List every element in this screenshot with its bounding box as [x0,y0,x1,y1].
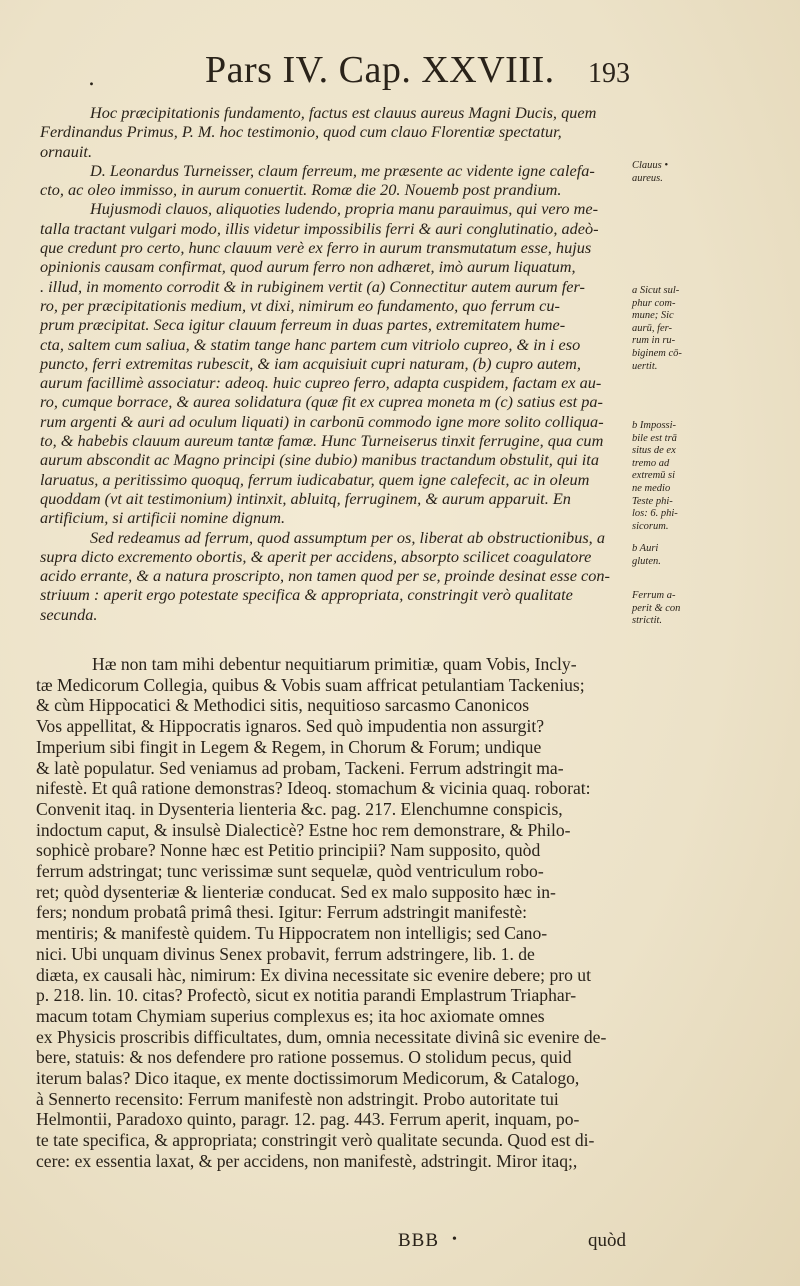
text-line: rum argenti & auri ad oculum liquati) in carbonū commodo igne more solito colliqua- [40,411,604,431]
text-line: Helmontii, Paradoxo quinto, paragr. 12. pag. 443. Ferrum aperit, inquam, po- [36,1109,580,1130]
margin-note-line: strictit. [632,615,663,627]
italic-paragraph [40,528,625,624]
text-line: ret; quòd dysenteriæ & lienteriæ conducat. Sed ex malo supposito hæc in- [36,881,556,902]
text-line: talla tractant vulgari modo, illis videtur impossibilis ferri & auri conglutinatio, adeò- [40,218,599,238]
text-line: Hujusmodi clauos, aliquoties ludendo, propria manu parauimus, qui vero me- [90,199,599,219]
page-footer [0,1230,800,1260]
margin-note-line: situs de ex [632,445,676,457]
text-line: Hoc præcipitationis fundamento, factus est clauus aureus Magni Ducis, quem [90,103,597,122]
text-line: macum totam Chymiam superius complexus es; ita hoc axiomate omnes [36,1005,545,1026]
margin-note-line: tremo ad [632,457,670,469]
margin-note-line: extremū si [632,470,676,482]
page-number: 193 [588,58,630,89]
margin-note-line: phur com- [632,297,676,309]
running-header [0,48,800,98]
text-line: artificium, si artificii nomine dignum. [40,508,286,528]
text-line: ro, cumque borrace, & aurea solidatura (quæ fit ex cuprea moneta m (c) satius est pa- [40,392,603,412]
text-line: prum præcipitat. Seca igitur clauum ferreum in duas partes, extremitatem hume- [40,315,566,335]
text-line: aurum facillimè associatur: adeoq. huic cupreo ferro, adapta cuspidem, factam ex au- [40,373,602,393]
text-line: Convenit itaq. in Dysenteria lienteria &c. pag. 217. Elenchumne conspicis, [36,798,563,819]
text-line: bere, statuis: & nos defendere pro ratione possemus. O stolidum pecus, quid [36,1047,572,1068]
margin-note-line: gluten. [632,555,661,567]
margin-note [632,590,722,628]
margin-note-line: a Sicut sul- [632,285,680,296]
text-line: p. 218. lin. 10. citas? Profectò, sicut ex notitia parandi Emplastrum Triaphar- [36,985,577,1006]
text-line: ro, per præcipitationis medium, vt dixi, nimirum eo fundamento, quo ferrum cu- [40,295,560,315]
footer-bullet: • [452,1232,457,1247]
text-line: fers; nondum probatâ primâ thesi. Igitur: Ferrum adstringit manifestè: [36,902,528,923]
text-line: Ferdinandus Primus, P. M. hoc testimonio, quod cum clauo Florentiæ spectatur, [40,122,562,142]
header-dot: . [88,66,95,91]
text-line: & cùm Hippocatici & Methodici sitis, nequitioso sarcasmo Canonicos [36,695,530,716]
text-line: supra dicto excremento obortis, & aperit per accidens, absorpto scilicet coagulatore [40,546,592,566]
text-line: indoctum caput, & insulsè Dialecticè? Estne hoc rem demonstrare, & Philo- [36,819,571,840]
margin-note-line: aurū, fer- [632,322,673,334]
margin-note-line: mune; Sic [632,310,674,322]
text-line: diæta, ex causali hàc, nimirum: Ex divina necessitate sic evenire debere; pro ut [36,964,591,985]
margin-note-line: Ferrum a- [632,590,676,601]
margin-note-line: perit & con [632,602,681,614]
margin-note [632,543,722,568]
text-line: mentiris; & manifestè quidem. Tu Hippocratem non intelligis; sed Cano- [36,923,548,944]
text-line: ferrum adstringat; tunc verissimæ sunt sequelæ, quòd ventriculum robo- [36,861,544,882]
text-line: que credunt pro certo, hunc clauum verè ex ferro in aurum transmutatum esse, hujus [40,238,592,258]
margin-note [632,420,722,533]
signature-mark: BBB [398,1230,440,1251]
text-line: & latè populatur. Sed veniamus ad probam, Tackeni. Ferrum adstringit ma- [36,757,564,778]
text-line: Imperium sibi fingit in Legem & Regem, in Chorum & Forum; undique [36,736,542,757]
text-line: te tate specifica, & appropriata; constringit verò qualitate secunda. Quod est di- [36,1130,595,1151]
margin-note [632,160,722,185]
italic-paragraph [40,161,625,200]
margin-note-line: sicorum. [632,520,669,532]
text-line: iterum balas? Dico itaque, ex mente doctissimorum Medicorum, & Catalogo, [36,1068,580,1089]
text-line: quoddam (vt ait testimonium) intinxit, abluitq, ferruginem, & aurum apparuit. En [40,488,571,508]
text-line: aurum abscondit ac Magno principi (sine dubio) manibus tractandum obstulit, qui ita [40,450,599,470]
italic-paragraph [40,199,625,527]
margin-note-line: ne medio [632,482,671,494]
main-text-block [36,654,626,1172]
margin-note-line: uertit. [632,360,658,372]
text-line: nici. Ubi unquam divinus Senex probavit, ferrum adstringere, lib. 1. de [36,943,535,964]
text-line: à Sennerto recensito: Ferrum manifestè non adstringit. Probo autoritate tui [36,1088,559,1109]
margin-note-line: aureus. [632,172,663,184]
margin-note-line: Teste phi- [632,495,673,507]
text-line: ex Physicis proscribis difficultates, dum, omnia necessitate divinâ sic evenire de- [36,1026,607,1047]
text-line: D. Leonardus Turneisser, claum ferreum, me præsente ac vidente igne calefa- [90,160,595,180]
text-line: ornauit. [40,141,93,161]
page-title: Pars IV. Cap. XXVIII. [205,49,555,91]
italic-text-block [40,103,625,624]
margin-note [632,285,722,373]
margin-note-line: b Impossi- [632,420,677,431]
margin-note-line: bile est trā [632,432,677,444]
text-line: laruatus, a peritissimo quoquq, ferrum iudicabatur, quem igne calefecit, ac in oleum [40,469,590,489]
text-line: secunda. [40,604,98,624]
text-line: sophicè probare? Nonne hæc est Petitio principii? Nam supposito, quòd [36,840,541,861]
text-line: cere: ex essentia laxat, & per accidens, non manifestè, adstringit. Miror itaq;, [36,1150,578,1171]
text-line: cto, ac oleo immisso, in aurum conuertit. Romæ die 20. Nouemb post prandium. [40,180,562,200]
text-line: nifestè. Et quâ ratione demonstras? Ideoq. stomachum & vicinia quaq. roborat: [36,778,591,799]
text-line: cta, saltem cum saliua, & statim tange hanc partem cum vitriolo cupreo, & in i eso [40,334,581,354]
text-line: acido errante, & a natura proscripto, non tamen quod per se, proinde desinat esse con- [40,566,610,586]
text-line: Vos appellitat, & Hippocratis ignaros. Sed quò impudentia non assurgit? [36,716,545,737]
text-line: opinionis causam confirmat, quod aurum ferro non adhæret, imò aurum liquatum, [40,257,576,277]
margin-note-line: b Auri [632,543,659,554]
margin-note-line: biginem cō- [632,347,682,359]
catchword: quòd [588,1230,626,1251]
text-line: Hæ non tam mihi debentur nequitiarum primitiæ, quam Vobis, Incly- [92,654,577,674]
margin-note-line: Clauus • [632,160,669,171]
text-line: to, & habebis clauum aureum tantæ famæ. Hunc Turneiserus tinxit ferrugine, qua cum [40,431,604,451]
text-line: striuum : aperit ergo potestate specifica & appropriata, constringit verò qualitate [40,585,573,605]
text-line: . illud, in momento corrodit & in rubiginem vertit (a) Connectitur autem aurum fer- [40,276,585,296]
italic-paragraph [40,103,625,161]
text-line: Sed redeamus ad ferrum, quod assumptum per os, liberat ab obstructionibus, a [90,527,605,547]
margin-note-line: rum in ru- [632,335,676,347]
margin-note-line: los: 6. phi- [632,508,678,520]
text-line: tæ Medicorum Collegia, quibus & Vobis suam affricat petulantiam Tackenius; [36,674,585,695]
text-line: puncto, ferri extremitas rubescit, & iam acquisiuit cupri naturam, (b) cupro autem, [40,353,581,373]
